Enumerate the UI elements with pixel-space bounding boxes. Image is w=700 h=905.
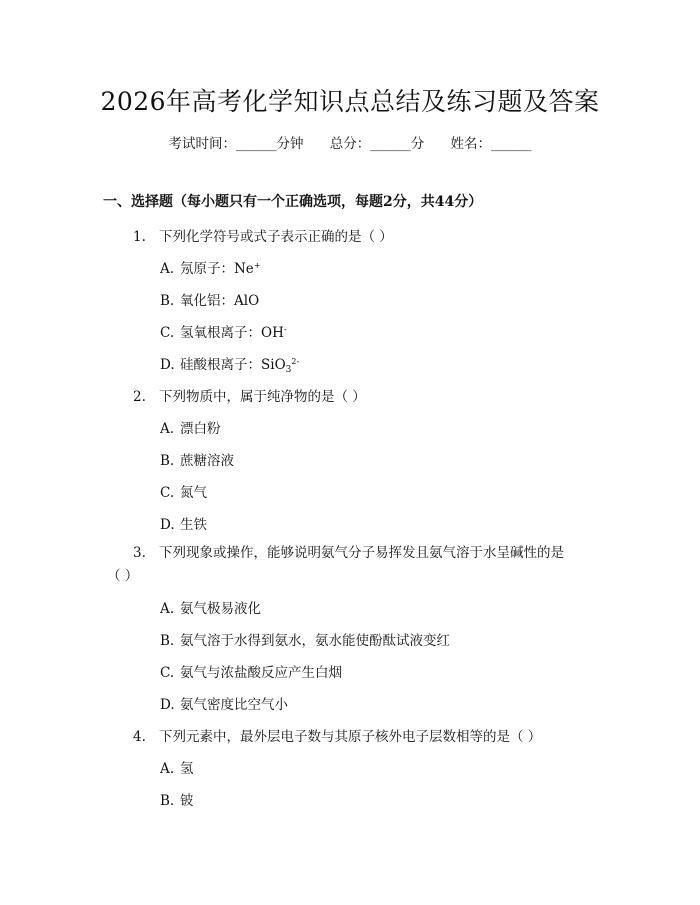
question-2: [133, 385, 366, 405]
option-text: 氧化铝：AlO: [180, 293, 260, 309]
option-letter: B.: [160, 633, 175, 649]
q2-option-a: [160, 417, 221, 437]
q4-option-b: [160, 789, 194, 809]
question-number: 4.: [133, 729, 146, 745]
q3-option-a: [160, 597, 261, 617]
charge-superscript: -: [283, 325, 287, 334]
option-text: 氨气密度比空气小: [180, 697, 288, 713]
q2-option-c: [160, 481, 207, 501]
q1-option-d: [160, 353, 299, 375]
q4-option-a: [160, 757, 194, 777]
question-number: 2.: [133, 389, 146, 405]
option-text: 氢氧根离子：OH: [180, 325, 284, 341]
option-letter: D.: [160, 357, 175, 373]
option-letter: D.: [160, 697, 175, 713]
question-text: 下列元素中，最外层电子数与其原子核外电子层数相等的是（ ）: [159, 729, 542, 745]
q3-option-b: [160, 629, 450, 649]
option-text: 铍: [180, 793, 194, 809]
option-text: 氖原子：Ne: [180, 261, 254, 277]
question-1: [133, 225, 393, 245]
score-label: 总分：: [329, 136, 371, 152]
option-letter: C.: [160, 325, 175, 341]
option-text: 硅酸根离子：SiO: [180, 357, 286, 373]
q2-option-b: [160, 449, 234, 469]
option-letter: B.: [160, 293, 175, 309]
charge-superscript: 2-: [291, 357, 300, 366]
q3-option-c: [160, 661, 342, 681]
option-letter: A.: [160, 601, 175, 617]
question-number: 3.: [133, 545, 146, 561]
q3-option-d: [160, 693, 288, 713]
score-unit: 分: [410, 136, 425, 152]
option-text: 氨气与浓盐酸反应产生白烟: [180, 665, 342, 681]
q1-option-b: [160, 289, 259, 309]
option-letter: D.: [160, 517, 175, 533]
time-blank: ______: [235, 136, 277, 152]
q2-option-d: [160, 513, 207, 533]
q1-option-a: [160, 257, 261, 277]
question-3: [107, 542, 593, 588]
question-text: 下列化学符号或式子表示正确的是（ ）: [159, 229, 393, 245]
option-letter: A.: [160, 421, 175, 437]
option-letter: A.: [160, 761, 175, 777]
question-4: [133, 725, 541, 745]
time-label: 考试时间：: [168, 136, 236, 152]
exam-info-line: [0, 132, 700, 152]
time-unit: 分钟: [276, 136, 304, 152]
charge-superscript: +: [253, 261, 261, 270]
page-title: 2026年高考化学知识点总结及练习题及答案: [100, 87, 600, 116]
option-text: 氨气极易液化: [180, 601, 261, 617]
q1-option-c: [160, 321, 287, 341]
option-letter: A.: [160, 261, 175, 277]
question-text-continuation: （ ）: [107, 568, 139, 584]
option-text: 氮气: [180, 485, 207, 501]
option-letter: B.: [160, 793, 175, 809]
formula-subscript: 3: [285, 365, 292, 375]
option-text: 蔗糖溶液: [180, 453, 234, 469]
option-letter: B.: [160, 453, 175, 469]
option-text: 漂白粉: [180, 421, 221, 437]
question-text: 下列现象或操作，能够说明氨气分子易挥发且氨气溶于水呈碱性的是: [159, 545, 564, 561]
option-letter: C.: [160, 485, 175, 501]
name-blank: ______: [491, 136, 532, 152]
question-number: 1.: [133, 229, 146, 245]
score-blank: ______: [370, 136, 411, 152]
option-letter: C.: [160, 665, 175, 681]
option-text: 氨气溶于水得到氨水，氨水能使酚酞试液变红: [180, 633, 450, 649]
section-heading: 一、选择题（每小题只有一个正确选项，每题2分，共44分）: [103, 194, 483, 210]
option-text: 氢: [180, 761, 194, 777]
question-text: 下列物质中，属于纯净物的是（ ）: [159, 389, 366, 405]
name-label: 姓名：: [450, 136, 492, 152]
option-text: 生铁: [180, 517, 207, 533]
